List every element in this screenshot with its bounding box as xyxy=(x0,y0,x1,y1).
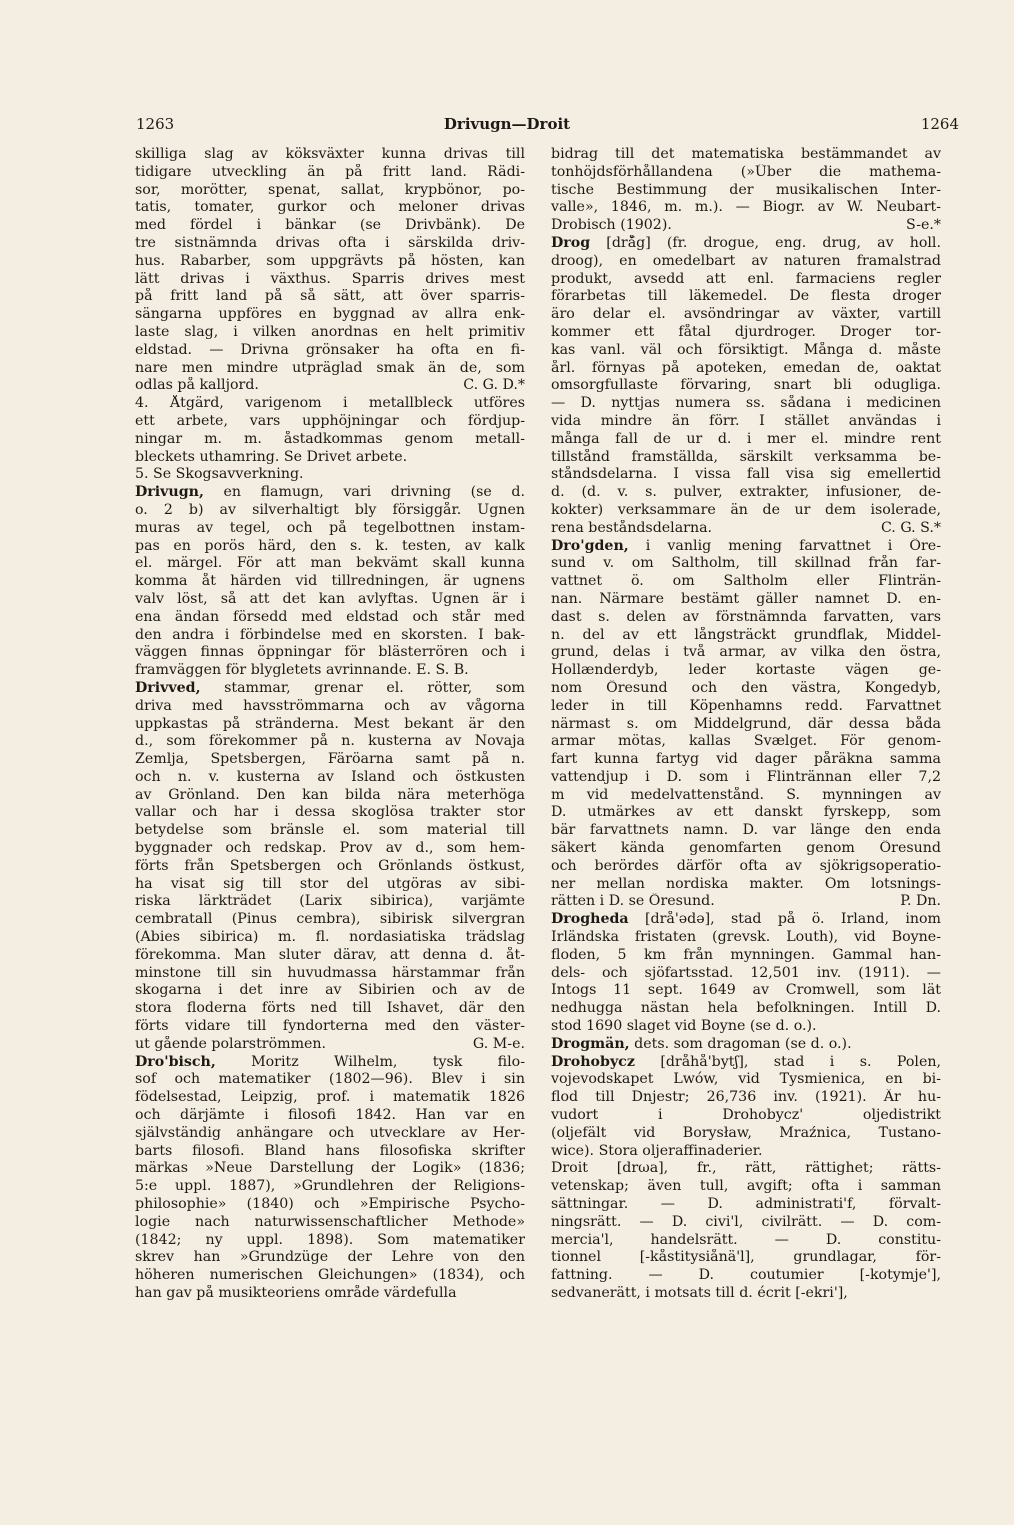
text-line: ner mellan nordiska makter. Om lotsnings- xyxy=(551,875,941,892)
text-line: ett arbete, vars upphöjningar och fördjup- xyxy=(135,412,525,429)
text-line: Hollænderdyb, leder kortaste vägen ge- xyxy=(551,662,941,679)
text-line: vudort i Drohobycz' oljedistrikt xyxy=(551,1107,941,1124)
text-line: flod till Dnjestr; 26,736 inv. (1921). Är hu- xyxy=(551,1089,941,1106)
text-line: produkt, avsedd att enl. farmaciens regler xyxy=(551,270,941,287)
text-line: (Abies sibirica) m. fl. nordasiatiska trädslag xyxy=(135,929,525,946)
author-signature: S-e.* xyxy=(905,217,941,234)
headword: Drivugn, xyxy=(135,484,204,501)
text-line: av Grönland. Den kan bilda nära meterhöga xyxy=(135,786,525,803)
text-line: floden, 5 km från mynningen. Gammal han- xyxy=(551,946,941,963)
text-line: fattning. — D. coutumier [-kotymje'], xyxy=(551,1267,941,1284)
text-line: n. del av ett långsträckt grundflak, Middel- xyxy=(551,626,941,643)
text-line: Intogs 11 sept. 1649 av Cromwell, som lät xyxy=(551,982,941,999)
text-line: omsorgfullaste förvaring, snart bli odugliga. xyxy=(551,377,941,394)
text-line: bleckets uthamring. Se Drivet arbete. xyxy=(135,448,408,465)
text-line: eldstad. — Drivna grönsaker ha ofta en fi- xyxy=(135,341,525,358)
text-line: driva med havsströmmarna och av vågorna xyxy=(135,697,525,714)
text-line: stod 1690 slaget vid Boyne (se d. o.). xyxy=(551,1018,817,1035)
running-title: Drivugn—Droit xyxy=(443,115,571,133)
text-line: vojevodskapet Lwów, vid Tysmienica, en bi- xyxy=(551,1071,941,1088)
text-line: årl. förnyas på apoteken, emedan de, oaktat xyxy=(551,359,941,376)
text-line: minstone till sin huvudmassa härstammar från xyxy=(135,964,525,981)
text-line: han gav på musikteoriens område värdefulla xyxy=(135,1285,457,1301)
author-signature: C. G. D.* xyxy=(463,377,525,394)
text-line: nare men mindre utpräglad smak än de, som xyxy=(135,359,525,376)
text-line: tonhöjdsförhållandena (»Über die mathema- xyxy=(551,163,941,180)
text-line: 5. Se Skogsavverkning. xyxy=(135,466,304,483)
line-text: i vanlig mening farvattnet i Öre- xyxy=(628,537,941,554)
text-line: 5:e uppl. 1887), »Grundlehren der Religions- xyxy=(135,1178,525,1195)
text-line: förarbetas till läkemedel. De flesta droger xyxy=(551,288,941,305)
text-line xyxy=(551,893,941,911)
text-line xyxy=(551,1036,941,1054)
text-line: nedhugga nästan hela befolkningen. Intill D. xyxy=(551,1000,941,1017)
text-line: självständig anhängare och utvecklare av Her- xyxy=(135,1124,525,1141)
text-line: riska lärkträdet (Larix sibirica), varjämte xyxy=(135,893,525,910)
text-line: muras av tegel, och på tegelbottnen instam- xyxy=(135,519,525,536)
author-signature: G. M-e. xyxy=(472,1035,525,1052)
text-line xyxy=(551,217,941,235)
text-line: många fall de ur d. i mer el. mindre rent xyxy=(551,430,941,447)
text-line xyxy=(551,520,941,538)
headword: Drogmän, xyxy=(551,1035,630,1052)
line-text: Drobisch (1902). xyxy=(551,217,672,234)
headword: Dro'bisch, xyxy=(135,1053,216,1070)
text-line xyxy=(135,1036,525,1054)
text-line: vattnet ö. om Saltholm eller Flinträn- xyxy=(551,573,941,590)
headword: Dro'gden, xyxy=(551,537,629,554)
text-line: stora floderna förts ned till Ishavet, där den xyxy=(135,1000,525,1017)
text-line: kas vanl. väl och försiktigt. Många d. måste xyxy=(551,341,941,358)
text-line: vetenskap; även tull, avgift; ofta i samman xyxy=(551,1178,941,1195)
headword: Drogheda xyxy=(551,911,629,928)
text-line: Irländska fristaten (grevsk. Louth), vid Boyne- xyxy=(551,929,941,946)
line-text: rätten i D. se Öresund. xyxy=(551,893,715,910)
text-line: hus. Rabarber, som uppgrävts på hösten, kan xyxy=(135,252,525,269)
text-line: närmast s. om Middelgrund, där dessa båda xyxy=(551,715,941,732)
text-line: med fördel i bänkar (se Drivbänk). De xyxy=(135,217,525,234)
text-line: barts filosofi. Bland hans filosofiska skrifter xyxy=(135,1142,525,1159)
line-text: stammar, grenar el. rötter, som xyxy=(200,679,525,696)
line-text: Moritz Wilhelm, tysk filo- xyxy=(215,1053,525,1070)
line-text: rena beståndsdelarna. xyxy=(551,519,713,536)
text-line xyxy=(551,538,941,556)
author-signature: C. G. S.* xyxy=(880,519,941,536)
text-line: och n. v. kusterna av Island och östkusten xyxy=(135,768,525,785)
text-line: bär farvattnets namn. D. var länge den enda xyxy=(551,822,941,839)
text-line: philosophie» (1840) och »Empirische Psycho- xyxy=(135,1196,525,1213)
text-line: o. 2 b) av silverhaltigt bly försiggår. Ugnen xyxy=(135,501,525,518)
text-line xyxy=(135,484,525,502)
right-column xyxy=(551,146,941,1303)
text-line: byggnader och redskap. Prov av d., som hem- xyxy=(135,840,525,857)
text-line: den andra i förbindelse med en skorsten. I bak- xyxy=(135,626,525,643)
page-number-right: 1264 xyxy=(920,115,959,133)
text-line: komma åt härden vid tillredningen, är ugnens xyxy=(135,573,525,590)
left-column xyxy=(135,146,525,1303)
page-number-left: 1263 xyxy=(136,115,175,133)
text-line: höheren numerischen Gleichungen» (1834), och xyxy=(135,1267,525,1284)
text-line: betydelse som bränsle el. som material till xyxy=(135,822,525,839)
text-line: kokter) verksammare än de ur dem isolerade, xyxy=(551,501,941,518)
text-line: kommer ett fåtal djurdroger. Droger tor- xyxy=(551,323,941,340)
line-text: [dråhå'bytʃ], stad i s. Polen, xyxy=(634,1053,941,1070)
text-line: — D. nyttjas numera ss. sådana i medicinen xyxy=(551,395,941,412)
text-line: på fritt land på så sätt, att över sparris- xyxy=(135,288,525,305)
text-line: ningar m. m. åstadkommas genom metall- xyxy=(135,430,525,447)
text-line: sättningar. — D. administrati'f, förvalt- xyxy=(551,1196,941,1213)
text-line: droog), en omedelbart av naturen framalstrad xyxy=(551,252,941,269)
text-line: märkas »Neue Darstellung der Logik» (1836; xyxy=(135,1160,525,1177)
line-text: odlas på kalljord. xyxy=(135,377,259,394)
text-line: Zemlja, Spetsbergen, Färöarna samt på n. xyxy=(135,751,525,768)
line-text: en flamugn, vari drivning (se d. xyxy=(203,484,525,501)
text-line: valle», 1846, m. m.). — Biogr. av W. Neubart- xyxy=(551,199,941,216)
text-line: tre sistnämnda drivas ofta i särskilda driv- xyxy=(135,234,525,251)
text-line xyxy=(135,680,525,698)
text-line: ståndsdelarna. I vissa fall visa sig emellertid xyxy=(551,466,941,483)
text-line: äro delar el. avsöndringar av växter, vartill xyxy=(551,306,941,323)
line-text: [drå'ədə], stad på ö. Irland, inom xyxy=(628,911,941,928)
text-line: Droit [drωa], fr., rätt, rättighet; rätts- xyxy=(551,1160,941,1177)
text-line: dast s. delen av förstnämnda farvatten, vars xyxy=(551,608,941,625)
text-line: sedvanerätt, i motsats till d. écrit [-ekri'], xyxy=(551,1285,848,1301)
text-line: nom Öresund och den västra, Kongedyb, xyxy=(551,679,941,696)
text-line: skilliga slag av köksväxter kunna drivas till xyxy=(135,146,525,162)
author-signature: P. Dn. xyxy=(900,893,941,910)
text-line: födelsestad, Leipzig, prof. i matematik 1826 xyxy=(135,1089,525,1106)
text-line: grund, delas i två armar, av vilka den östra, xyxy=(551,644,941,661)
text-line: förekomma. Man sluter därav, att denna d. åt- xyxy=(135,946,525,963)
text-line: pas en porös härd, den s. k. testen, av kalk xyxy=(135,537,525,554)
headword: Drog xyxy=(551,234,591,251)
text-line: och därjämte i filosofi 1842. Han var en xyxy=(135,1107,525,1124)
line-text: ut gående polarströmmen. xyxy=(135,1035,327,1052)
text-line: d. (d. v. s. pulver, extrakter, infusioner, de- xyxy=(551,484,941,501)
text-line: säkert kända genomfarten genom Öresund xyxy=(551,840,941,857)
text-line xyxy=(135,1054,525,1072)
text-line: m vid medelvattenstånd. S. mynningen av xyxy=(551,786,941,803)
text-line: tionnel [-kåstitysiånä'l], grundlagar, för- xyxy=(551,1249,941,1266)
text-line: mercia'l, handelsrätt. — D. constitu- xyxy=(551,1231,941,1248)
text-line: valv löst, så att det kan avlyftas. Ugnen är i xyxy=(135,590,525,607)
text-line: cembratall (Pinus cembra), sibirisk silvergran xyxy=(135,911,525,928)
text-line: leder in till Köpenhamns redd. Farvattnet xyxy=(551,697,941,714)
text-line: lätt drivas i växthus. Sparris drives mest xyxy=(135,270,525,287)
text-line: vattendjup i D. som i Flintrännan eller 7,2 xyxy=(551,768,941,785)
text-line: förts vidare till fyndorterna med den väster- xyxy=(135,1018,525,1035)
text-line: logie nach naturwissenschaftlicher Methode» xyxy=(135,1213,525,1230)
text-line: vida mindre än förr. I stället användas i xyxy=(551,412,941,429)
text-line: sor, morötter, spenat, sallat, krypbönor, po- xyxy=(135,181,525,198)
text-line: laste slag, i vilken anordnas en helt primitiv xyxy=(135,323,525,340)
text-line: tidigare utveckling än på fritt land. Rädi- xyxy=(135,163,525,180)
text-line: nan. Närmare bestämt gäller namnet D. en- xyxy=(551,590,941,607)
text-line: sof och matematiker (1802—96). Blev i sin xyxy=(135,1071,525,1088)
text-line: sund v. om Saltholm, till skillnad från far- xyxy=(551,555,941,572)
text-line: 4. Åtgärd, varigenom i metallbleck utföres xyxy=(135,395,525,412)
text-line xyxy=(551,911,941,929)
text-line xyxy=(551,235,941,253)
text-line: armar mötas, kallas Svælget. För genom- xyxy=(551,733,941,750)
text-line: ha visat sig till stor del utgöras av sibi- xyxy=(135,875,525,892)
text-line: fart kunna fartyg vid dager påräkna samma xyxy=(551,751,941,768)
text-line: el. märgel. För att man bekvämt skall kunna xyxy=(135,555,525,572)
text-line: D. utmärkes av ett danskt fyrskepp, som xyxy=(551,804,941,821)
text-line: förts från Spetsbergen och Grönlands östkust, xyxy=(135,857,525,874)
text-line xyxy=(551,1054,941,1072)
text-line: tische Bestimmung der musikalischen Inter- xyxy=(551,181,941,198)
text-line: sängarna uppföres en byggnad av allra enk- xyxy=(135,306,525,323)
text-line: bidrag till det matematiska bestämmandet av xyxy=(551,146,941,162)
text-line: väggen finnas öppningar för blästerrören och i xyxy=(135,644,525,661)
text-line: (1842; ny uppl. 1898). Som matematiker xyxy=(135,1231,525,1248)
line-text: dets. som dragoman (se d. o.). xyxy=(629,1035,852,1052)
text-line: skogarna i det inre av Sibirien och av de xyxy=(135,982,525,999)
text-line: (oljefält vid Borysław, Mraźnica, Tustano- xyxy=(551,1124,941,1141)
headword: Drivved, xyxy=(135,679,201,696)
headword: Drohobycz xyxy=(551,1053,635,1070)
text-line: skrev han »Grundzüge der Lehre von den xyxy=(135,1249,525,1266)
text-line: och berördes därför ofta av sjökrigsoperatio- xyxy=(551,857,941,874)
text-line: vallar och har i dessa skoglösa trakter stor xyxy=(135,804,525,821)
text-line: tatis, tomater, gurkor och meloner drivas xyxy=(135,199,525,216)
text-line xyxy=(135,377,525,395)
text-line: framväggen för blygletets avrinnande. E. S. B. xyxy=(135,662,469,679)
text-line: dels- och sjöfartsstad. 12,501 inv. (1911). — xyxy=(551,964,941,981)
text-line: ningsrätt. — D. civi'l, civilrätt. — D. com- xyxy=(551,1213,941,1230)
text-line: tillstånd framställda, särskilt verksamma be- xyxy=(551,448,941,465)
text-line: wice). Stora oljeraffinaderier. xyxy=(551,1142,763,1159)
line-text: [drå̄g] (fr. drogue, eng. drug, av holl. xyxy=(590,234,941,251)
text-line: uppkastas på stränderna. Mest bekant är den xyxy=(135,715,525,732)
text-line: d., som förekommer på n. kusterna av Novaja xyxy=(135,733,525,750)
text-line: ena ändan försedd med eldstad och står med xyxy=(135,608,525,625)
